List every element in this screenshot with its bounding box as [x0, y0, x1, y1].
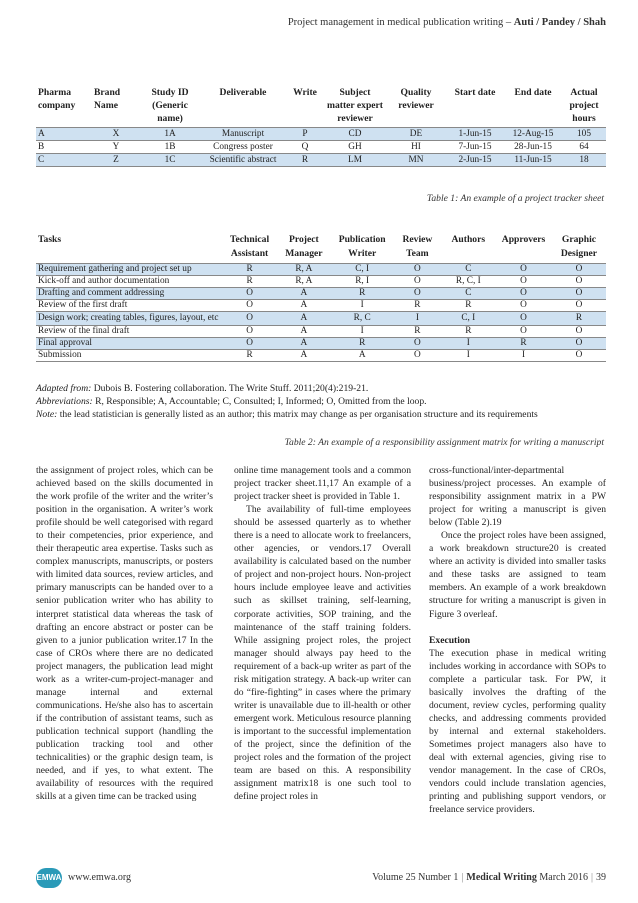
- page-number: 39: [596, 872, 606, 883]
- emwa-logo-icon: EMWA: [36, 868, 62, 888]
- table-cell: DE: [409, 129, 423, 139]
- table-cell: O: [520, 326, 527, 336]
- table-cell: 28-Jun-15: [514, 142, 552, 152]
- table-cell: 1C: [164, 155, 176, 165]
- table-row: [36, 128, 606, 141]
- column-header: Authors: [451, 234, 486, 245]
- body-column-1: [36, 464, 213, 803]
- section-heading-execution: Execution: [429, 634, 471, 646]
- table-cell: O: [575, 264, 583, 274]
- table-cell: GH: [348, 142, 362, 152]
- table-cell: A: [300, 350, 308, 360]
- table-cell: O: [520, 276, 527, 286]
- table-cell: O: [414, 288, 421, 298]
- note-label: Adapted from:: [36, 383, 92, 394]
- table-cell: O: [575, 326, 583, 336]
- table-cell: A: [38, 129, 45, 139]
- note-text: R, Responsible; A, Accountable; C, Consulted; I, Informed; O, Omitted from the loop.: [92, 396, 427, 407]
- table-cell: 105: [577, 129, 591, 139]
- table-cell: A: [300, 313, 308, 323]
- table-cell: A: [300, 338, 308, 348]
- table-cell: P: [302, 129, 308, 139]
- table-header-row: [36, 86, 606, 128]
- body-paragraph: Once the project roles have been assigned, a work breakdown structure20 is created where an activity is divided into smaller tasks and these tasks are assigned to team members. An example of a work breakdown structure for writing a manuscript is given in Figure 3 overleaf.: [429, 530, 606, 620]
- table-cell: B: [38, 142, 45, 152]
- table-cell: O: [575, 338, 583, 348]
- table2-notes: [36, 382, 606, 421]
- table-cell: 7-Jun-15: [458, 142, 492, 152]
- table-row: [36, 350, 606, 362]
- table-cell: O: [575, 350, 583, 360]
- table-cell: R: [359, 338, 366, 348]
- column-header: Brand Name: [94, 87, 121, 111]
- table-cell: 11-Jun-15: [514, 155, 552, 165]
- table-cell: Z: [113, 155, 119, 165]
- table-cell: 1B: [164, 142, 176, 152]
- table-cell: 64: [579, 142, 589, 152]
- table-row: [36, 338, 606, 350]
- responsibility-matrix-table: [36, 233, 606, 362]
- table-row: [36, 276, 606, 288]
- table-cell: I: [360, 326, 364, 336]
- table-cell: O: [414, 350, 421, 360]
- table-cell: O: [414, 276, 421, 286]
- column-header: Project Manager: [285, 234, 323, 259]
- column-header: Publication Writer: [338, 234, 386, 259]
- table-cell: I: [415, 313, 419, 323]
- task-cell: Submission: [38, 350, 82, 360]
- table-cell: 2-Jun-15: [458, 155, 492, 165]
- table-cell: O: [575, 276, 583, 286]
- table-cell: R: [414, 300, 421, 310]
- table-cell: O: [575, 288, 583, 298]
- column-header: Write: [293, 87, 317, 98]
- column-header: Subject matter expert reviewer: [326, 87, 384, 124]
- table-cell: O: [575, 300, 583, 310]
- note-text: Dubois B. Fostering collaboration. The Write Stuff. 2011;20(4):219-21.: [91, 383, 369, 394]
- table-cell: MN: [408, 155, 424, 165]
- body-column-2: [234, 464, 411, 803]
- table-cell: R, A: [295, 264, 313, 274]
- column-header: Start date: [454, 87, 496, 98]
- table-cell: Manuscript: [221, 129, 265, 139]
- table-cell: R: [465, 326, 472, 336]
- task-cell: Drafting and comment addressing: [38, 288, 165, 298]
- table-cell: R: [246, 276, 253, 286]
- note-label: Abbreviations:: [36, 396, 93, 407]
- table-cell: R: [301, 155, 309, 165]
- table-cell: A: [300, 300, 308, 310]
- table-cell: A: [300, 288, 308, 298]
- table-cell: C, I: [461, 313, 476, 323]
- table-cell: R: [246, 350, 253, 360]
- column-header: Approvers: [501, 234, 546, 245]
- table-cell: R, A: [295, 276, 313, 286]
- table-cell: O: [414, 338, 421, 348]
- footer-date: March 2016: [539, 872, 588, 883]
- note-text: the lead statistician is generally listed as an author; this matrix may change as per organisation structure and its requirements: [57, 409, 538, 420]
- table-cell: I: [521, 350, 526, 360]
- table-cell: O: [246, 300, 253, 310]
- table-cell: I: [360, 300, 364, 310]
- table-cell: R: [359, 288, 366, 298]
- table-row: [36, 300, 606, 312]
- column-header: Pharma company: [38, 87, 76, 111]
- abbreviations-note: [36, 395, 606, 408]
- table-cell: R: [520, 338, 527, 348]
- footer-journal: Medical Writing: [466, 872, 537, 883]
- column-header: Graphic Designer: [560, 234, 598, 259]
- column-header: Technical Assistant: [230, 234, 270, 259]
- table-cell: C: [465, 288, 472, 298]
- task-cell: Final approval: [38, 338, 92, 348]
- table-cell: Scientific abstract: [209, 155, 277, 165]
- project-tracker-table: [36, 86, 606, 167]
- table-cell: R: [465, 300, 472, 310]
- column-header: Actual project hours: [569, 87, 599, 124]
- table-row: [36, 141, 606, 154]
- column-header: Tasks: [38, 234, 62, 245]
- table-cell: O: [520, 313, 527, 323]
- table-row: [36, 264, 606, 276]
- table1-caption: Table 1: An example of a project tracker sheet: [426, 193, 604, 204]
- statistician-note: [36, 408, 606, 421]
- running-head-title: Project management in medical publication writing –: [287, 17, 514, 28]
- body-column-3: [429, 464, 606, 816]
- table-cell: C, I: [355, 264, 370, 274]
- body-paragraph: the assignment of project roles, which can be achieved based on the skills documented in the work profile of the writer and the writer’s position in the organisation. A writer’s work profile should be well categorised with regard to their competencies, prior experience, and their therapeutic area expertise. Tasks such as complex manuscripts, manuscripts, or posters with limited data sources, review articles, and primary manuscripts can be handed over to a senior publication writer who has ability to interpret statistical data whereas the task of drafting an encore abstract or poster can be given to a junior publication writer.17 In the case of CROs where there are no dedicated project managers, the publication lead might work as a writer-cum-project-manager and manage internal and external communications. He/she also has to ascertain if the contribution of assistant teams, such as publication technical support (handling the publication tracking tool and other technicalities) or the graphic design team, is needed, and if yes, to what extent. The availability of resources with the required skills at a given time can be tracked using: [36, 465, 213, 803]
- table-cell: O: [414, 264, 421, 274]
- table-cell: A: [300, 326, 308, 336]
- body-paragraph: online time management tools and a common project tracker sheet.11,17 An example of a project tracker sheet is provided in Table 1.: [234, 465, 411, 503]
- table-cell: I: [466, 338, 470, 348]
- table-cell: C: [465, 264, 472, 274]
- footer-volume: Volume 25 Number 1: [372, 872, 459, 883]
- table-cell: A: [358, 350, 366, 360]
- table-cell: O: [520, 300, 527, 310]
- table-cell: O: [520, 288, 527, 298]
- table-row: [36, 326, 606, 338]
- task-cell: Review of the final draft: [38, 326, 130, 336]
- column-header: End date: [514, 87, 552, 98]
- table-header-row: [36, 233, 606, 264]
- page-footer: [36, 868, 606, 888]
- note-label: Note:: [36, 409, 58, 420]
- table-cell: CD: [348, 129, 362, 139]
- table-cell: R: [414, 326, 421, 336]
- table-cell: LM: [348, 155, 362, 165]
- column-header: Deliverable: [219, 87, 267, 98]
- table-cell: Q: [301, 142, 309, 152]
- table-cell: I: [466, 350, 470, 360]
- table2-caption: Table 2: An example of a responsibility assignment matrix for writing a manuscript: [284, 437, 604, 448]
- footer-issue-info: Volume 25 Number 1 | Medical Writing March 2016 | 39: [372, 872, 606, 883]
- table-cell: 1-Jun-15: [458, 129, 492, 139]
- table-cell: R, C: [353, 313, 371, 323]
- column-header: Review Team: [402, 234, 433, 259]
- running-head-authors: Auti / Pandey / Shah: [513, 17, 606, 28]
- task-cell: Design work; creating tables, figures, layout, etc: [38, 313, 219, 323]
- table-cell: HI: [411, 142, 421, 152]
- table-cell: O: [246, 288, 253, 298]
- table-cell: 1A: [164, 129, 176, 139]
- table-row: [36, 288, 606, 300]
- table-row: [36, 154, 606, 167]
- table-cell: Y: [112, 142, 120, 152]
- body-paragraph: cross-functional/inter-departmental business/project processes. An example of responsibility assignment matrix in a PW project for writing a manuscript is given below (Table 2).19: [429, 465, 606, 529]
- footer-website-link[interactable]: www.emwa.org: [68, 872, 132, 883]
- table-cell: Congress poster: [213, 142, 273, 152]
- table-cell: R: [575, 313, 583, 323]
- body-paragraph: The execution phase in medical writing includes working in accordance with SOPs to complete a particular task. For PW, it basically involves the drafting of the document, review cycles, performing quality checks, and addressing comments provided by internal and external stakeholders. Sometimes project managers also have to deal with external agencies, giving rise to vendor management. In the case of CROs, vendors could include translation agencies, printing and publishing support vendors, or freelance service providers.: [429, 647, 606, 816]
- table-cell: 18: [579, 155, 589, 165]
- body-paragraph: The availability of full-time employees should be assessed quarterly as to whether there is a need to allocate work to freelancers, other agencies, or vendors.17 Overall availability is calculated based on the number of project and non-project hours. Non-project hours include employee leave and activities such as skillset training, self-learning, corporate activities, SOP training, and the maintenance of the staff training folders. While assigning project roles, the project manager should always pay heed to the requirement of a back-up writer as part of the risk mitigation strategy. A back-up writer can do “fire-fighting” in cases where the primary writer is unavailable due to ill-health or other emergent work. Meticulous resource planning is important to the successful implementation of the project, since the definition of the project roles and the formation of the project team are based on this. A responsibility assignment matrix18 is one such tool to define project roles in: [234, 504, 411, 803]
- column-header: Study ID (Generic name): [151, 87, 189, 124]
- table-cell: O: [246, 313, 253, 323]
- table-cell: R, C, I: [455, 276, 481, 286]
- table-cell: X: [112, 129, 120, 139]
- table-cell: R: [246, 264, 253, 274]
- task-cell: Requirement gathering and project set up: [38, 264, 192, 274]
- table-cell: O: [520, 264, 527, 274]
- table-cell: O: [246, 326, 253, 336]
- task-cell: Kick-off and author documentation: [38, 276, 170, 286]
- table-cell: O: [246, 338, 253, 348]
- table-cell: 12-Aug-15: [512, 129, 554, 139]
- table-row: [36, 312, 606, 326]
- adapted-from-note: [36, 382, 606, 395]
- column-header: Quality reviewer: [398, 87, 434, 111]
- table-cell: R, I: [355, 276, 370, 286]
- table-cell: C: [38, 155, 45, 165]
- task-cell: Review of the first draft: [38, 300, 128, 310]
- running-head: [288, 17, 606, 28]
